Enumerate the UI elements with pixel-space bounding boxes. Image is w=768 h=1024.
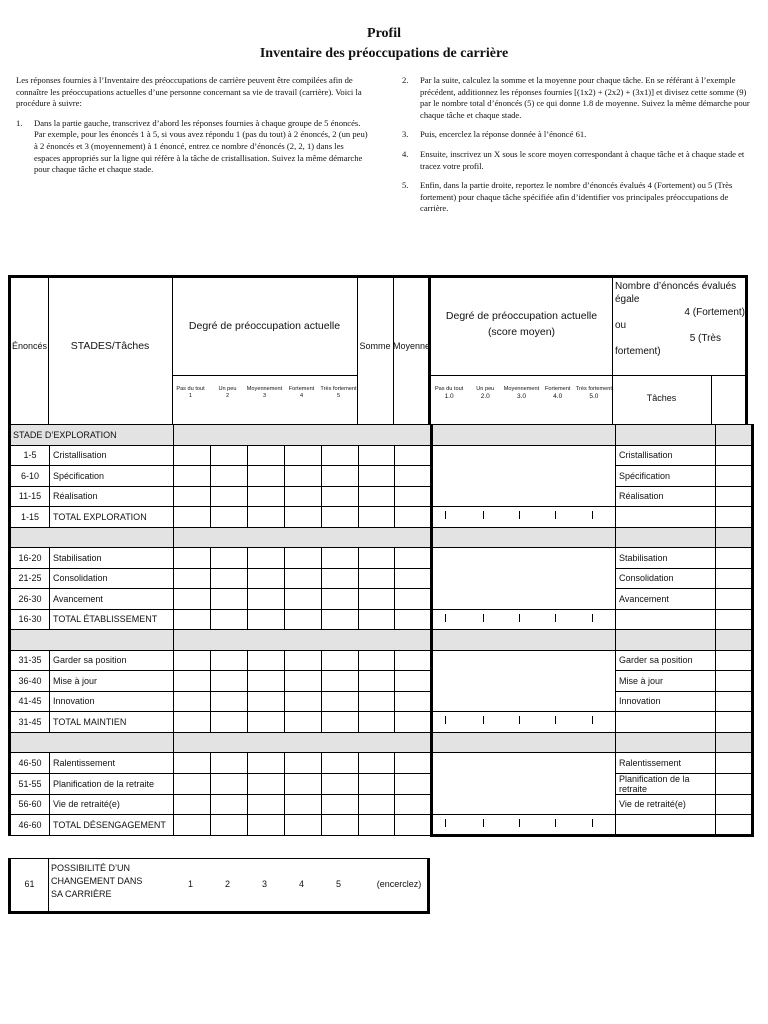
response-count-cell[interactable] (322, 466, 359, 487)
response-count-cell[interactable] (174, 753, 211, 774)
enonce-range: 41-45 (10, 691, 50, 712)
response-count-cell[interactable] (211, 753, 248, 774)
response-count-cell[interactable] (211, 589, 248, 610)
profile-cell[interactable] (432, 753, 616, 774)
somme-cell[interactable] (359, 466, 395, 487)
response-count-cell[interactable] (285, 712, 322, 733)
moyenne-cell[interactable] (395, 773, 432, 794)
instruction-step (402, 180, 750, 215)
step-number: 4. (402, 148, 409, 159)
response-count-cell[interactable] (248, 671, 285, 692)
response-count-cell[interactable] (322, 815, 359, 836)
response-count-cell[interactable] (211, 507, 248, 528)
moyenne-cell[interactable] (395, 712, 432, 733)
high-count-cell[interactable] (716, 548, 753, 569)
enonce-range: 51-55 (10, 773, 50, 794)
enonce-range: 26-30 (10, 589, 50, 610)
response-count-cell[interactable] (248, 712, 285, 733)
task-label: Réalisation (50, 486, 174, 507)
moyenne-header: Moyenne (393, 341, 431, 351)
stage-label (10, 732, 174, 753)
intro-left (16, 75, 372, 176)
profile-cell[interactable] (432, 650, 616, 671)
response-count-cell[interactable] (211, 466, 248, 487)
task-right-label: Vie de retraité(e) (616, 794, 716, 815)
task-label: TOTAL MAINTIEN (50, 712, 174, 733)
stage-label (10, 630, 174, 651)
task-right-label (616, 815, 716, 836)
total-row (10, 815, 753, 836)
response-count-cell[interactable] (248, 589, 285, 610)
response-count-cell[interactable] (174, 589, 211, 610)
somme-cell[interactable] (359, 773, 395, 794)
enonce-range: 16-30 (10, 609, 50, 630)
somme-cell[interactable] (359, 507, 395, 528)
moyenne-cell[interactable] (395, 568, 432, 589)
task-right-label (616, 507, 716, 528)
task-right-label: Avancement (616, 589, 716, 610)
degre-score-header: Degré de préoccupation actuelle (445, 310, 598, 322)
enonce-range: 46-60 (10, 815, 50, 836)
step-number: 2. (402, 75, 409, 85)
response-count-cell[interactable] (211, 548, 248, 569)
item-61-option[interactable]: 4 (298, 879, 304, 889)
enonce-range: 46-50 (10, 753, 50, 774)
response-count-cell[interactable] (285, 609, 322, 630)
task-label: Mise à jour (50, 671, 174, 692)
response-count-cell[interactable] (174, 507, 211, 528)
enonce-range: 11-15 (10, 486, 50, 507)
response-count-cell[interactable] (211, 773, 248, 794)
step-text: Dans la partie gauche, transcrivez d’abord les réponses fournies à chaque groupe de 5 énoncés. Par exemple, pour les énoncés 1 à 5, si vous avez répondu 1 (pas du tout) à 2 énoncés, 2 (un peu) à 2 énoncés et 3 (moyennement) à 1 énoncé, entrez ce nombre d’énoncés (2, 2, 1) dans les espaces appropriés sur la ligne qui réfère à la tâche de cristallisation. Suivez la même démarche pour chaque tâche et chaque stade. (34, 117, 368, 175)
high-count-cell[interactable] (716, 691, 753, 712)
profile-cell[interactable] (432, 486, 616, 507)
response-count-cell[interactable] (322, 794, 359, 815)
response-count-cell[interactable] (285, 815, 322, 836)
enonce-range: 21-25 (10, 568, 50, 589)
score-label: Fortement 4.0 (544, 386, 571, 400)
table-header (8, 275, 748, 424)
item-61-instruction: (encerclez) (376, 879, 422, 889)
task-label: Stabilisation (50, 548, 174, 569)
task-right-label: Consolidation (616, 568, 716, 589)
profile-cell[interactable] (432, 507, 616, 528)
stage-row (10, 425, 753, 446)
task-row (10, 650, 753, 671)
response-count-cell[interactable] (248, 691, 285, 712)
enonces-header: Énoncés (11, 341, 48, 351)
response-count-cell[interactable] (248, 794, 285, 815)
response-count-cell[interactable] (174, 486, 211, 507)
high-count-cell[interactable] (716, 466, 753, 487)
response-count-cell[interactable] (285, 507, 322, 528)
somme-header: Somme (359, 341, 391, 351)
moyenne-cell[interactable] (395, 650, 432, 671)
somme-cell[interactable] (359, 691, 395, 712)
scale-label: Moyennement 3 (246, 386, 283, 399)
task-row (10, 568, 753, 589)
response-count-cell[interactable] (174, 466, 211, 487)
task-label: Consolidation (50, 568, 174, 589)
taches-header: Tâches (646, 393, 677, 403)
score-label: Un peu 2.0 (476, 386, 495, 400)
item-61-label: POSSIBILITÉ D’UN CHANGEMENT DANS SA CARRIÈRE (51, 863, 143, 899)
enonce-range: 1-5 (10, 445, 50, 466)
profile-cell[interactable] (432, 466, 616, 487)
task-row (10, 773, 753, 794)
task-right-label (616, 609, 716, 630)
moyenne-cell[interactable] (395, 794, 432, 815)
task-right-label: Planification de la retraite (616, 773, 716, 794)
response-count-cell[interactable] (211, 609, 248, 630)
profile-cell[interactable] (432, 712, 616, 733)
task-label: Spécification (50, 466, 174, 487)
item-61-option[interactable]: 1 (187, 879, 193, 889)
somme-cell[interactable] (359, 650, 395, 671)
response-count-cell[interactable] (322, 691, 359, 712)
response-count-cell[interactable] (211, 671, 248, 692)
enonce-range: 56-60 (10, 794, 50, 815)
response-count-cell[interactable] (322, 671, 359, 692)
response-count-cell[interactable] (211, 794, 248, 815)
response-count-cell[interactable] (248, 507, 285, 528)
profile-cell[interactable] (432, 589, 616, 610)
task-label: TOTAL DÉSENGAGEMENT (50, 815, 174, 836)
response-count-cell[interactable] (285, 589, 322, 610)
profile-cell[interactable] (432, 671, 616, 692)
stage-row (10, 630, 753, 651)
enonce-range: 6-10 (10, 466, 50, 487)
moyenne-cell[interactable] (395, 691, 432, 712)
response-count-cell[interactable] (211, 691, 248, 712)
somme-cell[interactable] (359, 589, 395, 610)
response-count-cell[interactable] (174, 712, 211, 733)
task-label: Planification de la retraite (50, 773, 174, 794)
somme-cell[interactable] (359, 445, 395, 466)
item-61-number: 61 (24, 879, 35, 889)
moyenne-cell[interactable] (395, 671, 432, 692)
moyenne-cell[interactable] (395, 486, 432, 507)
response-count-cell[interactable] (322, 548, 359, 569)
score-label: Moyennement 3.0 (503, 386, 540, 400)
profile-cell[interactable] (432, 445, 616, 466)
moyenne-cell[interactable] (395, 466, 432, 487)
scale-label: Un peu 2 (218, 386, 237, 399)
somme-cell[interactable] (359, 753, 395, 774)
response-count-cell[interactable] (322, 589, 359, 610)
response-count-cell[interactable] (322, 712, 359, 733)
moyenne-cell[interactable] (395, 609, 432, 630)
enonce-range: 1-15 (10, 507, 50, 528)
response-count-cell[interactable] (322, 609, 359, 630)
response-count-cell[interactable] (248, 609, 285, 630)
score-label: Très fortement 5.0 (575, 386, 612, 400)
response-count-cell[interactable] (248, 650, 285, 671)
response-count-cell[interactable] (248, 548, 285, 569)
task-row (10, 486, 753, 507)
response-count-cell[interactable] (211, 568, 248, 589)
step-number: 3. (402, 129, 409, 140)
high-count-cell[interactable] (716, 794, 753, 815)
task-label: Avancement (50, 589, 174, 610)
profile-cell[interactable] (432, 815, 616, 836)
response-count-cell[interactable] (285, 691, 322, 712)
high-count-cell[interactable] (716, 671, 753, 692)
moyenne-cell[interactable] (395, 815, 432, 836)
response-count-cell[interactable] (322, 568, 359, 589)
scale-label: Pas du tout 1 (176, 386, 205, 399)
instruction-step (402, 75, 750, 121)
high-count-cell[interactable] (716, 753, 753, 774)
response-count-cell[interactable] (174, 609, 211, 630)
intro-paragraph: Les réponses fournies à l’Inventaire des préoccupations de carrière peuvent être compilées afin de connaître les préoccupations actuelles d’une personne concernant sa vie de travail (carrière). Voici la procédure à suivre: (16, 75, 362, 109)
task-label: Cristallisation (50, 445, 174, 466)
profile-cell[interactable] (432, 568, 616, 589)
task-right-label: Mise à jour (616, 671, 716, 692)
stage-label (10, 527, 174, 548)
degre-score-subheader: (score moyen) (487, 326, 556, 338)
score-label: Pas du tout 1.0 (434, 386, 464, 400)
somme-cell[interactable] (359, 486, 395, 507)
task-label: Innovation (50, 691, 174, 712)
response-count-cell[interactable] (285, 753, 322, 774)
response-count-cell[interactable] (174, 671, 211, 692)
response-count-cell[interactable] (248, 486, 285, 507)
instruction-step (16, 118, 372, 176)
task-right-label: Garder sa position (616, 650, 716, 671)
task-right-label: Stabilisation (616, 548, 716, 569)
response-count-cell[interactable] (248, 466, 285, 487)
moyenne-cell[interactable] (395, 589, 432, 610)
profile-cell[interactable] (432, 548, 616, 569)
scale-label: Très fortement 5 (320, 386, 357, 399)
response-count-cell[interactable] (285, 486, 322, 507)
enonce-range: 31-35 (10, 650, 50, 671)
response-count-cell[interactable] (285, 773, 322, 794)
moyenne-cell[interactable] (395, 507, 432, 528)
somme-cell[interactable] (359, 671, 395, 692)
response-count-cell[interactable] (174, 445, 211, 466)
task-row (10, 548, 753, 569)
somme-cell[interactable] (359, 609, 395, 630)
response-count-cell[interactable] (322, 650, 359, 671)
enonce-range: 36-40 (10, 671, 50, 692)
response-count-cell[interactable] (322, 486, 359, 507)
task-right-label: Cristallisation (616, 445, 716, 466)
task-row (10, 589, 753, 610)
task-label: Vie de retraité(e) (50, 794, 174, 815)
moyenne-cell[interactable] (395, 445, 432, 466)
task-label: TOTAL ÉTABLISSEMENT (50, 609, 174, 630)
task-row (10, 445, 753, 466)
task-right-label (616, 712, 716, 733)
task-row (10, 671, 753, 692)
high-count-cell[interactable] (716, 507, 753, 528)
response-count-cell[interactable] (174, 794, 211, 815)
somme-cell[interactable] (359, 794, 395, 815)
step-text: Par la suite, calculez la somme et la moyenne pour chaque tâche. En se référant à l’exemple précédent, additionnez les réponses fournies [(1x2) + (2x2) + (3x1)] et divisez cette somme (9) par le nombre total d’énoncés (5) ce qui donne 1.8 de moyenne. Suivez la même démarche pour chaque tâche et chaque stade. (420, 75, 750, 120)
response-count-cell[interactable] (211, 712, 248, 733)
profile-cell[interactable] (432, 773, 616, 794)
task-row (10, 753, 753, 774)
high-count-cell[interactable] (716, 589, 753, 610)
response-count-cell[interactable] (322, 445, 359, 466)
total-row (10, 609, 753, 630)
response-count-cell[interactable] (285, 445, 322, 466)
page-title: Profil (367, 26, 401, 41)
profile-table (8, 424, 754, 837)
task-right-label: Ralentissement (616, 753, 716, 774)
degre-header: Degré de préoccupation actuelle (188, 320, 341, 332)
task-row (10, 691, 753, 712)
step-text: Puis, encerclez la réponse donnée à l’énoncé 61. (420, 129, 587, 140)
nombre-header: Nombre d’énoncés évalués égale 4 (Fortement) ou 5 (Très fortement) (615, 281, 745, 357)
moyenne-cell[interactable] (395, 548, 432, 569)
task-label: Ralentissement (50, 753, 174, 774)
profile-cell[interactable] (432, 609, 616, 630)
task-right-label: Innovation (616, 691, 716, 712)
enonce-range: 31-45 (10, 712, 50, 733)
response-count-cell[interactable] (174, 568, 211, 589)
high-count-cell[interactable] (716, 445, 753, 466)
response-count-cell[interactable] (285, 671, 322, 692)
response-count-cell[interactable] (285, 568, 322, 589)
response-count-cell[interactable] (174, 815, 211, 836)
page-subtitle: Inventaire des préoccupations de carrière (259, 46, 509, 61)
response-count-cell[interactable] (322, 507, 359, 528)
stage-label: STADE D’EXPLORATION (10, 425, 174, 446)
task-label: Garder sa position (50, 650, 174, 671)
profile-cell[interactable] (432, 691, 616, 712)
response-count-cell[interactable] (174, 773, 211, 794)
high-count-cell[interactable] (716, 568, 753, 589)
intro-right (402, 75, 750, 215)
response-count-cell[interactable] (211, 445, 248, 466)
somme-cell[interactable] (359, 568, 395, 589)
step-number: 5. (402, 180, 409, 191)
response-count-cell[interactable] (211, 815, 248, 836)
profile-cell[interactable] (432, 794, 616, 815)
high-count-cell[interactable] (716, 486, 753, 507)
task-row (10, 794, 753, 815)
task-label: TOTAL EXPLORATION (50, 507, 174, 528)
high-count-cell[interactable] (716, 815, 753, 836)
moyenne-cell[interactable] (395, 753, 432, 774)
high-count-cell[interactable] (716, 609, 753, 630)
somme-cell[interactable] (359, 548, 395, 569)
item-61-option[interactable]: 3 (261, 879, 267, 889)
item-61-row (8, 858, 430, 914)
stage-row (10, 732, 753, 753)
total-row (10, 507, 753, 528)
total-row (10, 712, 753, 733)
stades-header: STADES/Tâches (70, 340, 150, 352)
response-count-cell[interactable] (211, 650, 248, 671)
step-text: Enfin, dans la partie droite, reportez le nombre d’énoncés évalués 4 (Fortement) ou 5 (Très fortement) pour chaque tâche spécifiée afin d’identifier vos principales préoccupations de carrière. (420, 180, 733, 214)
response-count-cell[interactable] (285, 794, 322, 815)
task-right-label: Spécification (616, 466, 716, 487)
response-count-cell[interactable] (322, 773, 359, 794)
high-count-cell[interactable] (716, 712, 753, 733)
response-count-cell[interactable] (211, 486, 248, 507)
instruction-step (402, 149, 750, 172)
response-count-cell[interactable] (174, 691, 211, 712)
response-count-cell[interactable] (248, 815, 285, 836)
high-count-cell[interactable] (716, 773, 753, 794)
response-count-cell[interactable] (174, 548, 211, 569)
response-count-cell[interactable] (174, 650, 211, 671)
task-row (10, 466, 753, 487)
response-count-cell[interactable] (285, 466, 322, 487)
response-count-cell[interactable] (285, 650, 322, 671)
somme-cell[interactable] (359, 815, 395, 836)
response-count-cell[interactable] (248, 568, 285, 589)
step-text: Ensuite, inscrivez un X sous le score moyen correspondant à chaque tâche et à chaque stade et tracez votre profil. (420, 148, 745, 171)
high-count-cell[interactable] (716, 650, 753, 671)
step-number: 1. (16, 117, 23, 128)
somme-cell[interactable] (359, 712, 395, 733)
response-count-cell[interactable] (248, 445, 285, 466)
item-61-option[interactable]: 5 (335, 879, 341, 889)
enonce-range: 16-20 (10, 548, 50, 569)
item-61-option[interactable]: 2 (224, 879, 230, 889)
instruction-step (402, 129, 750, 141)
stage-row (10, 527, 753, 548)
scale-label: Fortement 4 (288, 386, 315, 399)
response-count-cell[interactable] (285, 548, 322, 569)
response-count-cell[interactable] (248, 773, 285, 794)
response-count-cell[interactable] (322, 753, 359, 774)
task-right-label: Réalisation (616, 486, 716, 507)
response-count-cell[interactable] (248, 753, 285, 774)
